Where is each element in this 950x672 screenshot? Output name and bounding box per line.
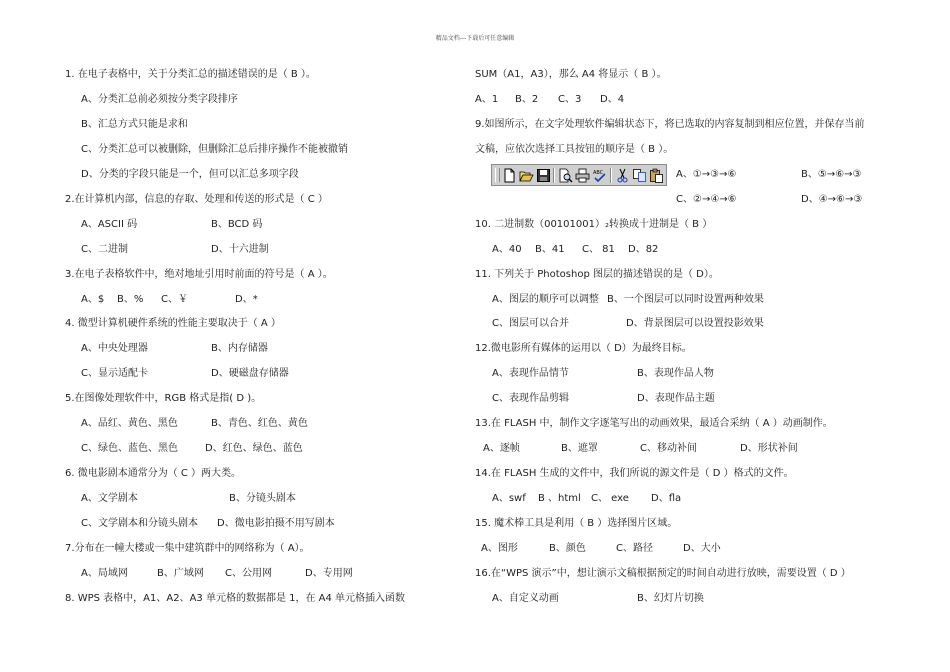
q12-option-d: D、表现作品主题 [637, 393, 715, 404]
toolbar-separator [610, 168, 612, 183]
q5-option-a: A、品红、黄色、黑色 [81, 418, 178, 429]
q4-option-d: D、硬磁盘存储器 [211, 368, 289, 379]
copy-icon [632, 168, 647, 183]
question-15: 15. 魔术棒工具是利用（ B ）选择图片区域。 [475, 518, 678, 529]
question-8: 8. WPS 表格中，A1、A2、A3 单元格的数据都是 1，在 A4 单元格插入函数 [65, 593, 406, 604]
print-icon [575, 168, 590, 183]
question-1: 1. 在电子表格中，关于分类汇总的描述错误的是（ B ）。 [65, 69, 316, 80]
question-5: 5.在图像处理软件中，RGB 格式是指( D )。 [65, 393, 262, 404]
q7-option-d: D、专用网 [305, 568, 353, 579]
q2-option-d: D、十六进制 [211, 244, 269, 255]
q5-option-b: B、青色、红色、黄色 [211, 418, 308, 429]
cut-scissors-icon [615, 168, 630, 183]
q3-option-b: B、% [117, 294, 144, 305]
q8-option-c: C、3 [558, 94, 582, 105]
q12-option-c: C、表现作品剪辑 [492, 393, 569, 404]
q6-option-d: D、微电影拍摄不用写剧本 [217, 518, 335, 529]
question-7: 7.分布在一幢大楼或一集中建筑群中的网络称为（ A）。 [65, 543, 310, 554]
q11-option-a: A、图层的顺序可以调整 [492, 294, 599, 305]
q5-option-c: C、绿色、蓝色、黑色 [81, 443, 178, 454]
q14-option-a: A、swf [492, 493, 526, 504]
question-13: 13.在 FLASH 中，制作文字逐笔写出的动画效果，最适合采纳（ A ）动画制作。 [475, 418, 833, 429]
q7-option-a: A、局域网 [81, 568, 128, 579]
question-8-continued: SUM（A1，A3），那么 A4 将显示（ B ）。 [475, 69, 667, 80]
question-9-continued: 文稿，应依次选择工具按钮的顺序是（ B ）。 [475, 144, 674, 155]
q8-option-d: D、4 [600, 94, 625, 105]
q12-option-b: B、表现作品人物 [637, 368, 714, 379]
question-3: 3.在电子表格软件中，绝对地址引用时前面的符号是（ A ）。 [65, 269, 333, 280]
q2-option-b: B、BCD 码 [211, 219, 263, 230]
question-9: 9.如图所示，在文字处理软件编辑状态下，将已选取的内容复制到相应位置，并保存当前 [475, 119, 865, 130]
question-12: 12.微电影所有媒体的运用以（ D）为最终目标。 [475, 343, 692, 354]
q9-option-a: A、①→③→⑥ [676, 169, 737, 180]
q6-option-a: A、文学剧本 [81, 493, 138, 504]
q8-option-a: A、1 [475, 94, 499, 105]
q1-option-d: D、分类的字段只能是一个，但可以汇总多项字段 [81, 169, 299, 180]
paste-icon [649, 168, 664, 183]
q7-option-c: C、公用网 [225, 568, 272, 579]
spell-check-icon [592, 168, 607, 183]
q3-option-c: C、￥ [161, 294, 188, 305]
question-6: 6. 微电影剧本通常分为（ C ）两大类。 [65, 468, 242, 479]
q1-option-b: B、汇总方式只能是求和 [81, 119, 188, 130]
q13-option-b: B、遮罩 [561, 443, 598, 454]
question-10: 10. 二进制数（00101001）₂转换成十进制是（ B ） [475, 219, 713, 230]
question-2: 2.在计算机内部，信息的存取、处理和传送的形式是（ C ） [65, 194, 328, 205]
page-header: 精品文档---下载后可任意编辑 [435, 35, 515, 42]
q10-option-a: A、40 [492, 244, 522, 255]
q11-option-d: D、背景图层可以设置投影效果 [626, 318, 764, 329]
new-document-icon [502, 168, 517, 183]
q15-option-a: A、图形 [481, 543, 518, 554]
q14-option-d: D、fla [651, 493, 682, 504]
q4-option-c: C、显示适配卡 [81, 368, 148, 379]
question-11: 11. 下列关于 Photoshop 图层的描述错误的是（ D）。 [475, 269, 719, 280]
q8-option-b: B、2 [515, 94, 539, 105]
q6-option-c: C、文学剧本和分镜头剧本 [81, 518, 198, 529]
q11-option-b: B、一个图层可以同时设置两种效果 [607, 294, 764, 305]
q13-option-c: C、移动补间 [640, 443, 697, 454]
q15-option-d: D、大小 [683, 543, 721, 554]
print-preview-icon [558, 168, 573, 183]
q13-option-d: D、形状补间 [740, 443, 798, 454]
q3-option-d: D、* [235, 294, 258, 305]
q13-option-a: A、逐帧 [483, 443, 520, 454]
q9-option-b: B、⑤→⑥→③ [801, 169, 862, 180]
question-14: 14.在 FLASH 生成的文件中，我们所说的源文件是（ D ）格式的文件。 [475, 468, 794, 479]
q11-option-c: C、图层可以合并 [492, 318, 569, 329]
q10-option-b: B、41 [535, 244, 565, 255]
q4-option-a: A、中央处理器 [81, 343, 148, 354]
q15-option-b: B、颜色 [549, 543, 586, 554]
question-16: 16.在“WPS 演示”中，想让演示文稿根据预定的时间自动进行放映，需要设置（ D ） [475, 568, 851, 579]
q1-option-c: C、分类汇总可以被删除，但删除汇总后排序操作不能被撤销 [81, 144, 348, 155]
q2-option-c: C、二进制 [81, 244, 128, 255]
q10-option-d: D、82 [628, 244, 659, 255]
open-folder-icon [519, 168, 534, 183]
q15-option-c: C、路径 [616, 543, 653, 554]
word-toolbar-figure [491, 164, 667, 186]
q14-option-c: C、 exe [591, 493, 629, 504]
q5-option-d: D、红色、绿色、蓝色 [205, 443, 303, 454]
svg-text:ABC: ABC [593, 170, 604, 176]
q2-option-a: A、ASCII 码 [81, 219, 138, 230]
save-disk-icon [536, 168, 551, 183]
question-4: 4. 微型计算机硬件系统的性能主要取决于（ A ） [65, 318, 281, 329]
q9-option-d: D、④→⑥→③ [801, 194, 863, 205]
toolbar-grip [495, 168, 500, 182]
q16-option-a: A、自定义动画 [492, 593, 559, 604]
q4-option-b: B、内存储器 [211, 343, 268, 354]
q12-option-a: A、表现作品情节 [492, 368, 569, 379]
q1-option-a: A、分类汇总前必须按分类字段排序 [81, 94, 238, 105]
q16-option-b: B、幻灯片切换 [637, 593, 704, 604]
q6-option-b: B、分镜头剧本 [229, 493, 296, 504]
q3-option-a: A、$ [81, 294, 105, 305]
q14-option-b: B 、html [538, 493, 581, 504]
q9-option-c: C、②→④→⑥ [676, 194, 737, 205]
q10-option-c: C、 81 [582, 244, 615, 255]
q7-option-b: B、广域网 [157, 568, 204, 579]
toolbar-separator [553, 168, 555, 183]
